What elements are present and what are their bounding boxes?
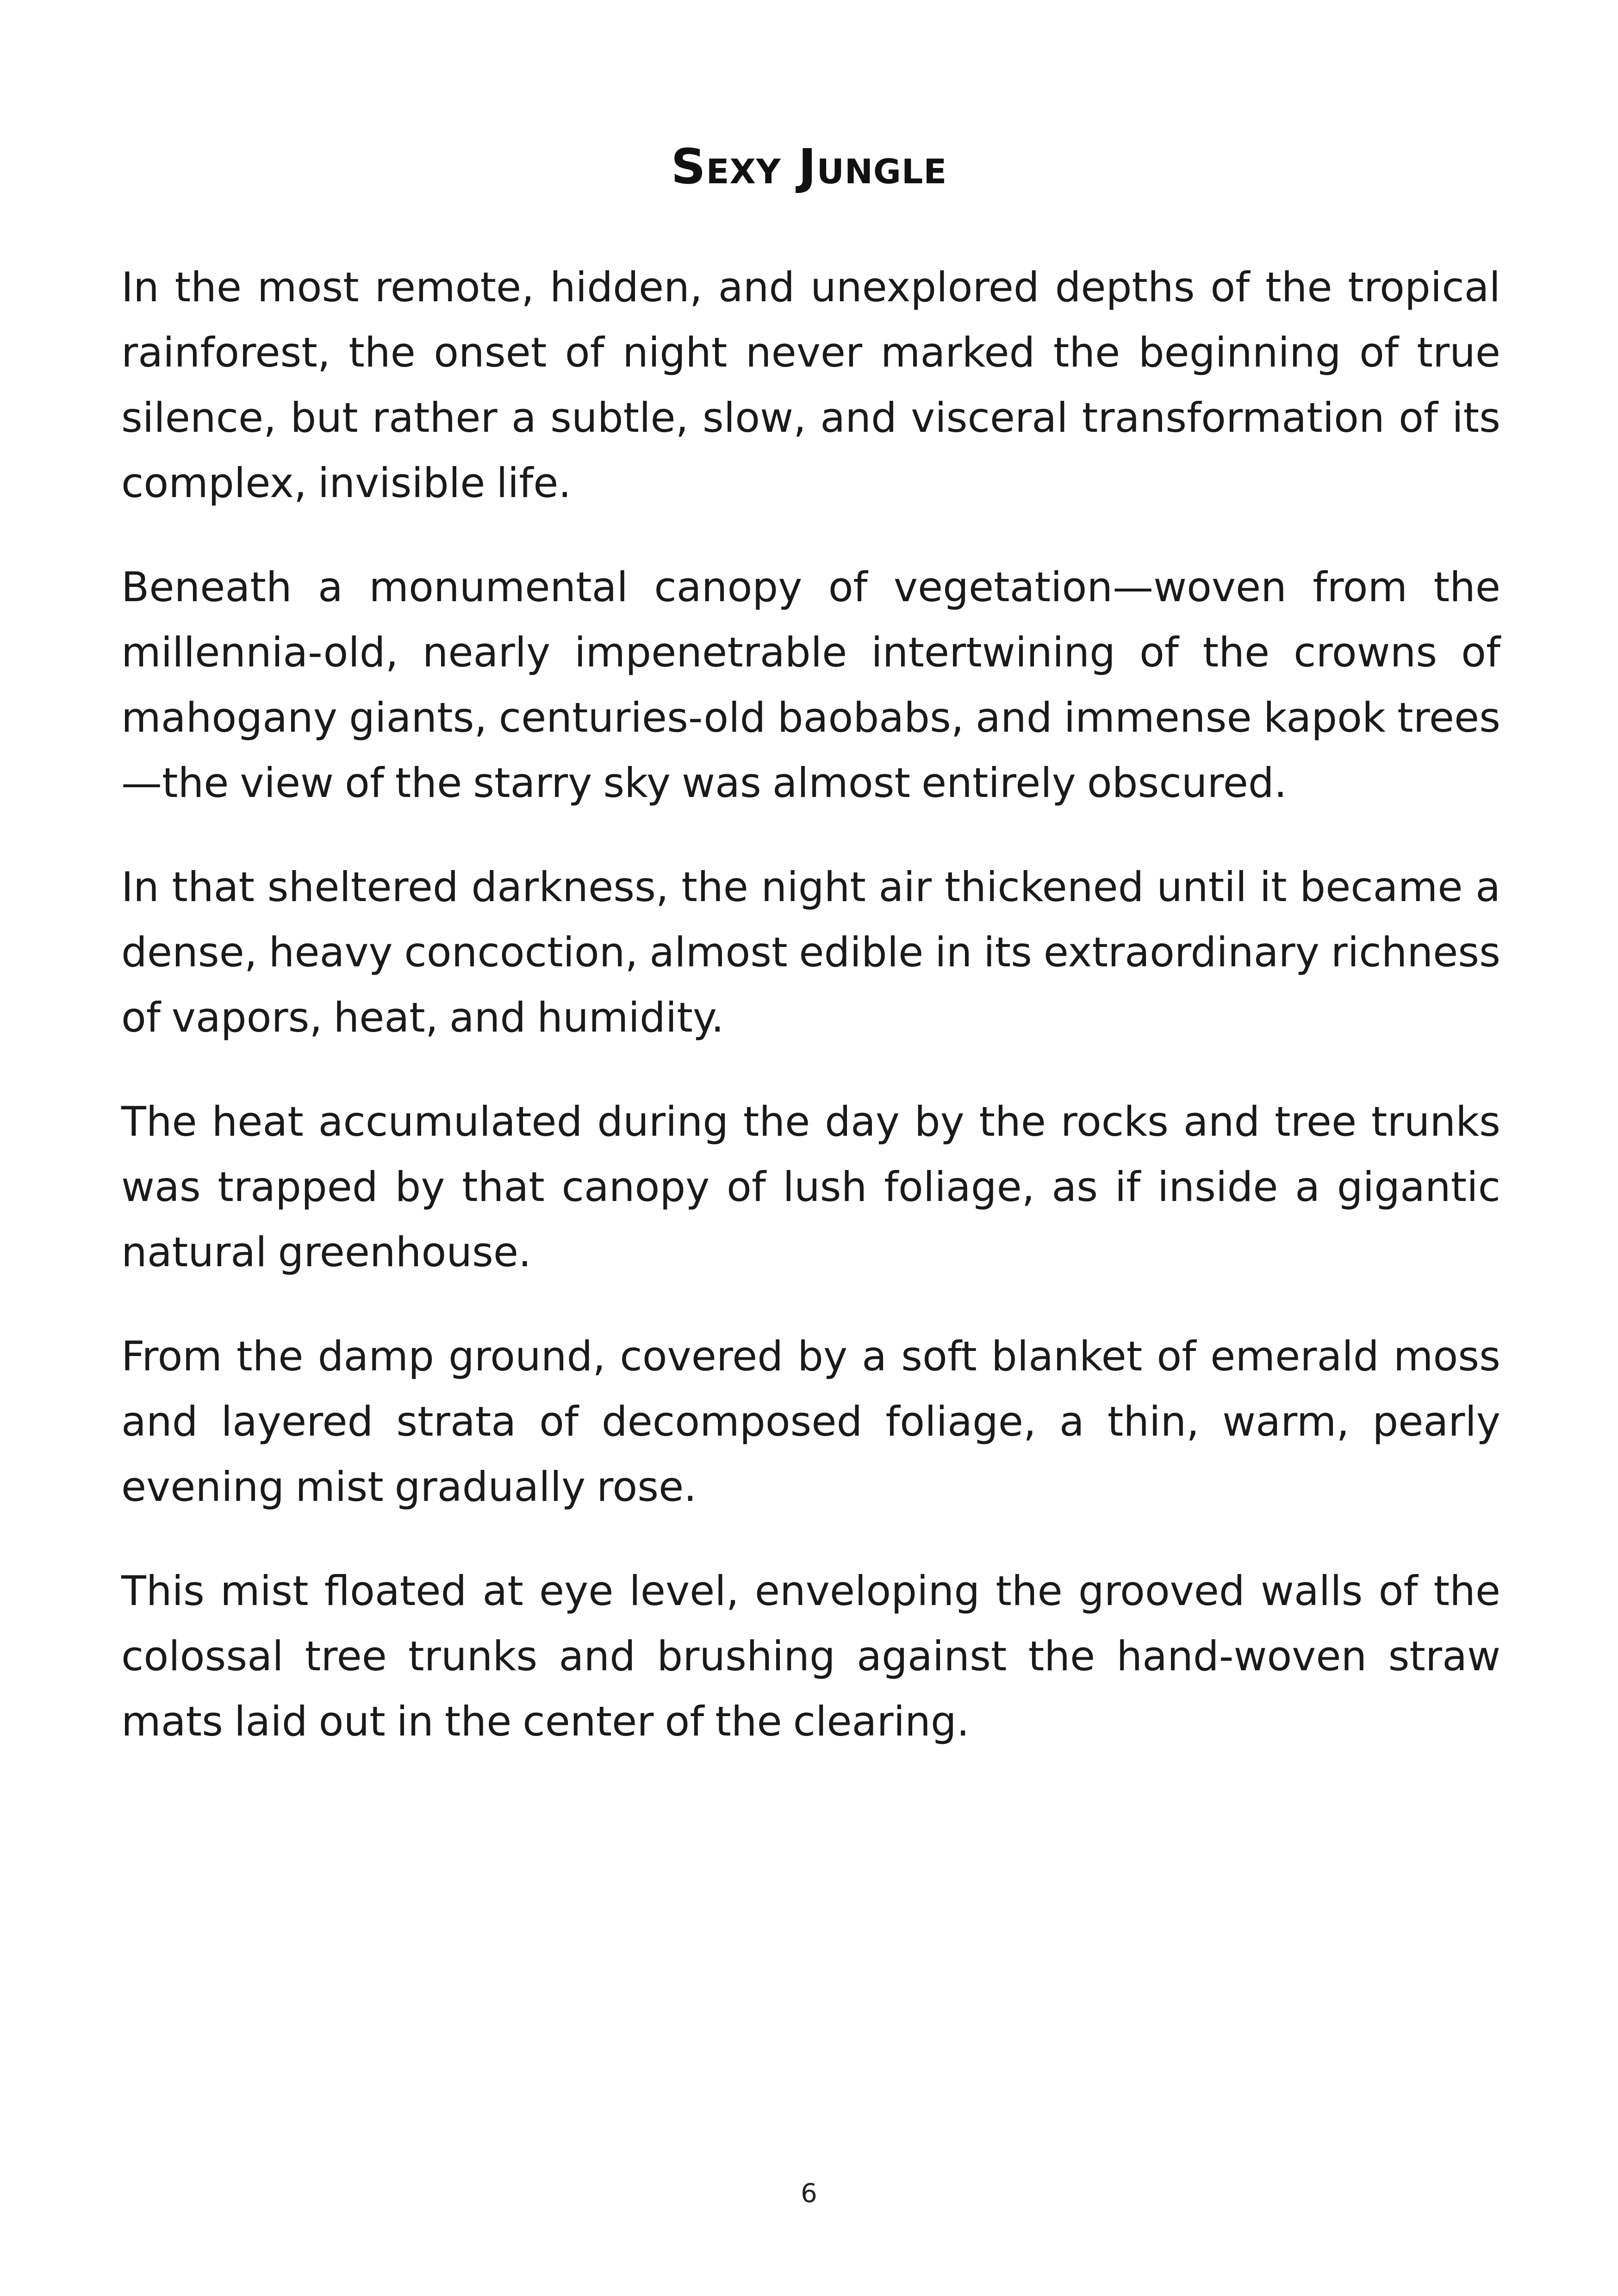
page-title: Sexy Jungle: [671, 138, 947, 195]
paragraph-2: Beneath a monumental canopy of vegetation—woven from the millennia-old, nearly impenetrable intertwining of the crowns of mahogany giants, centuries-old baobabs, and immense kapok trees—the view of the starry sky was almost entirely obscured.: [121, 563, 1500, 807]
paragraph-3: In that sheltered darkness, the night air thickened until it became a dense, heavy concoction, almost edible in its extraordinary richness of vapors, heat, and humidity.: [121, 863, 1500, 1041]
paragraph-6: This mist floated at eye level, enveloping the grooved walls of the colossal tree trunks and brushing against the hand-woven straw mats laid out in the center of the clearing.: [121, 1567, 1500, 1745]
paragraph-5: From the damp ground, covered by a soft blanket of emerald moss and layered strata of decomposed foliage, a thin, warm, pearly evening mist gradually rose.: [121, 1332, 1500, 1511]
paragraph-4: The heat accumulated during the day by the rocks and tree trunks was trapped by that canopy of lush foliage, as if inside a gigantic natural greenhouse.: [121, 1098, 1500, 1276]
paragraph-1: In the most remote, hidden, and unexplored depths of the tropical rainforest, the onset of night never marked the beginning of true silence, but rather a subtle, slow, and visceral transformation of its complex, invisible life.: [121, 263, 1500, 507]
page-number: 6: [801, 2178, 817, 2209]
body-text: [121, 255, 1500, 1793]
